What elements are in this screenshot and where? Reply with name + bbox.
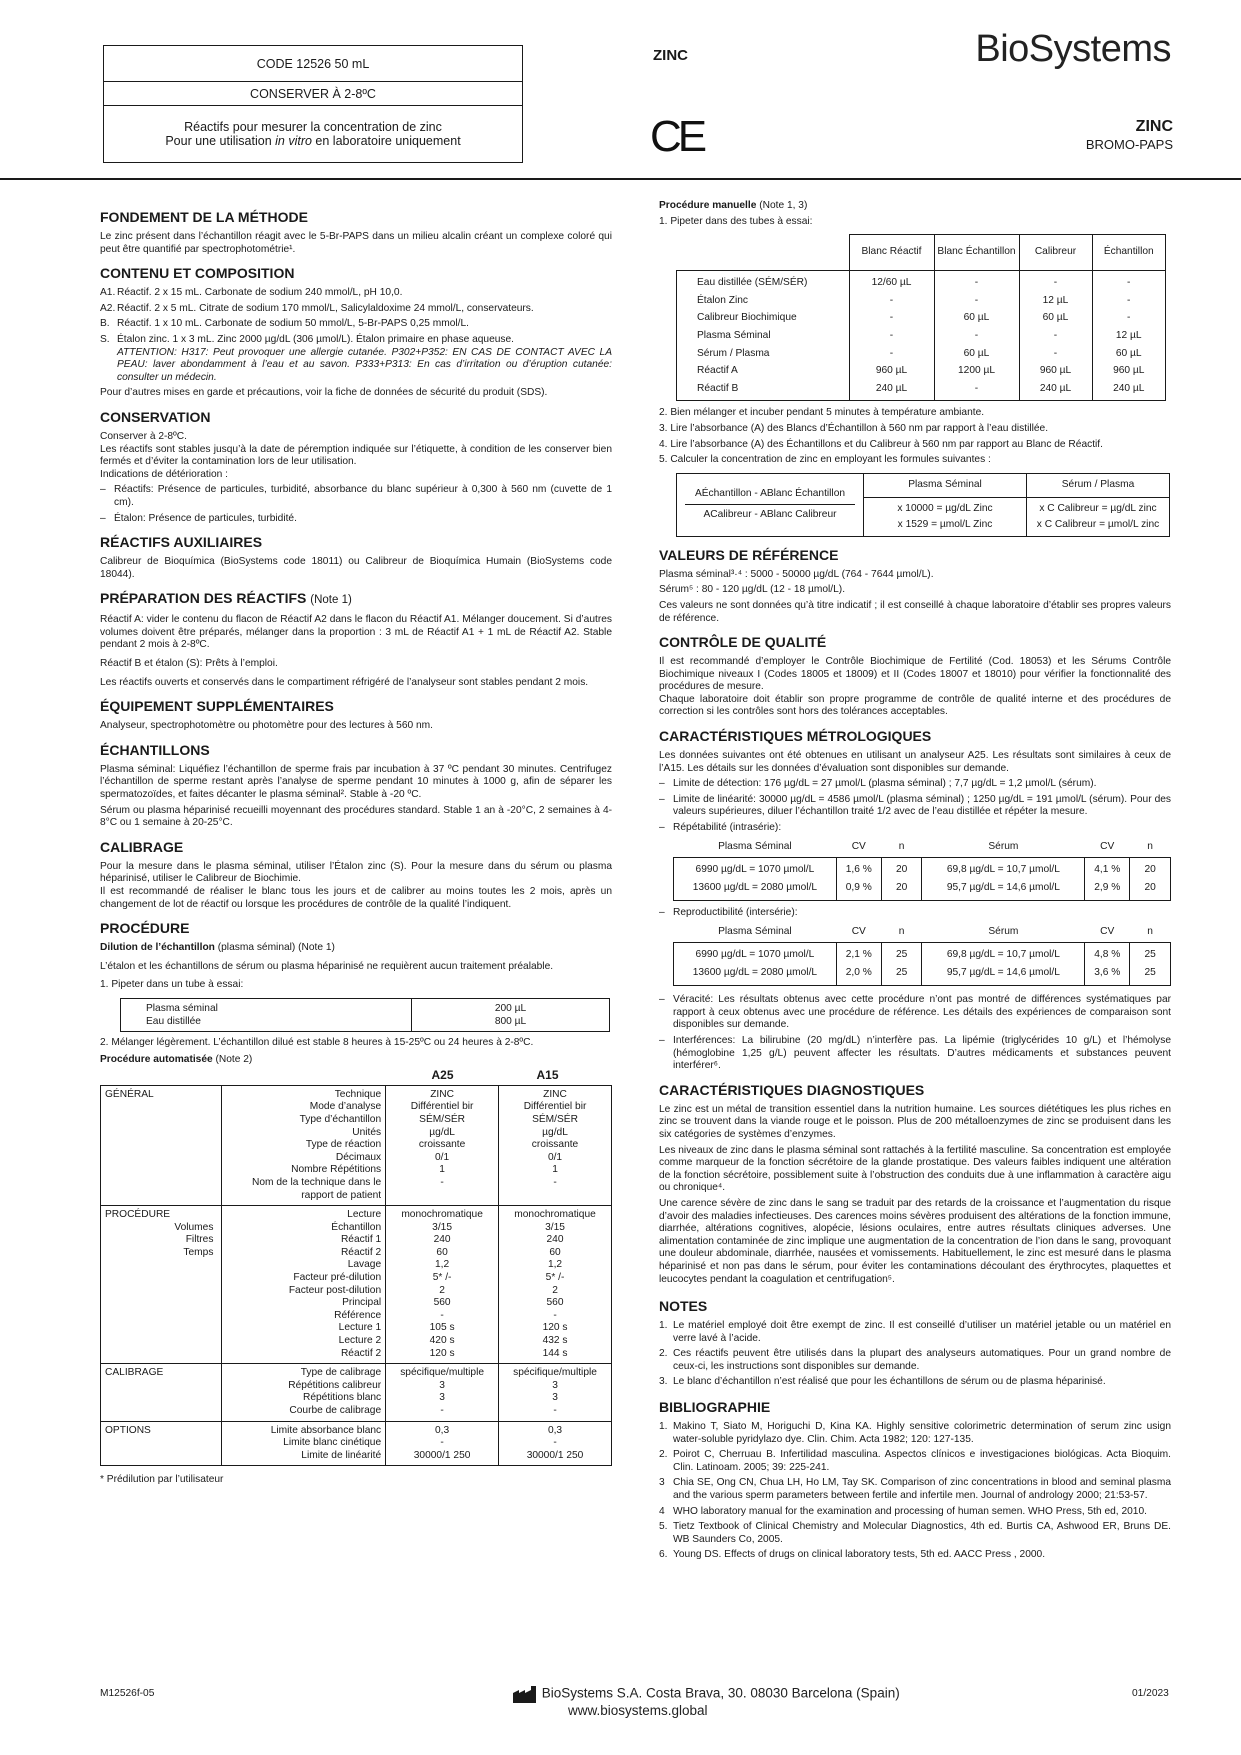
volume-value: 60 µL xyxy=(1115,347,1142,359)
precision-value: 4,8 % xyxy=(1094,949,1121,961)
a25-value: - xyxy=(440,1437,444,1449)
paragraph: Une carence sévère de zinc dans le sang se traduit par des retards de la croissance et l’augmentation du risque d’avoir des maladies infectieuses. Des carences moins sévères produisent des altérations de la fonction immune, diarrhée, altérations cognitives, alopécie, lésions oculaires, entre autres résultats cliniques adverses. Une alimentation contaminée de zinc implique une augmentation de la concentration de l’ion dans le sang, provoquant une douleur abdominale, diarrhée, nausées et vomissements. Habituellement, le zinc est mesuré dans le plasma héparinisé et non pas dans le sérum, pour éviter les contaminations découlant des érythrocytes, plaquettes et leucocytes pendant la coagulation et centrifugation⁵. xyxy=(659,1197,1171,1285)
list-item: A2. Réactif. 2 x 5 mL. Citrate de sodium 170 mmol/L, Salicylaldoxime 24 mmol/L, conservateurs. xyxy=(100,302,534,314)
group-label: CALIBRAGE xyxy=(105,1367,164,1379)
a25-value: 3/15 xyxy=(432,1221,452,1233)
table-row xyxy=(101,1206,612,1364)
paragraph: Ces valeurs ne sont données qu’à titre indicatif ; il est conseillé à chaque laboratoire d’établir ses propres valeurs de référence. xyxy=(659,599,1171,624)
a15-value: - xyxy=(553,1309,557,1321)
reproducibility-table xyxy=(673,923,1171,987)
column-header: n xyxy=(1147,926,1153,938)
parameter-cell xyxy=(222,1421,386,1466)
brand-logo: BioSystems xyxy=(975,28,1171,70)
list-item: 3 Chia SE, Ong CN, Chua LH, Ho LM, Tay SK. Comparison of zinc concentrations in blood and seminal plasma and the various sperm parameters between fertile and infertile men. Journal of andrology 2000; 21:53-57. xyxy=(659,1477,1171,1502)
list-item: A1. Réactif. 2 x 15 mL. Carbonate de sodium 240 mmol/L, pH 10,0. xyxy=(100,287,403,299)
value-cell xyxy=(836,943,881,986)
subsection-title: Procédure manuelle (Note 1, 3) xyxy=(659,200,808,211)
list-item: – Étalon: Présence de particules, turbidité. xyxy=(100,512,297,524)
volume-value: 1200 µL xyxy=(957,365,996,377)
a15-value: µg/dL xyxy=(542,1126,568,1138)
parameter-label: Lecture 1 xyxy=(338,1322,382,1334)
volume-value: 60 µL xyxy=(963,312,990,324)
section-title: CONTENU ET COMPOSITION xyxy=(100,265,295,282)
parameter-label: Limite de linéarité xyxy=(301,1449,382,1461)
precision-value: 1,6 % xyxy=(845,864,872,876)
reagent-name: Plasma Séminal xyxy=(697,329,771,341)
a25-value: 60 xyxy=(436,1246,448,1258)
a25-value: SÉM/SÉR xyxy=(419,1113,466,1125)
footnote: * Prédilution par l’utilisateur xyxy=(100,1474,224,1486)
a15-value: 30000/1 250 xyxy=(526,1449,584,1461)
a15-cell xyxy=(499,1085,612,1205)
parameter-label: Facteur post-dilution xyxy=(288,1284,382,1296)
volume-value: - xyxy=(889,347,894,359)
parameter-label: Limite absorbance blanc xyxy=(270,1424,382,1436)
step: 2. Mélanger légèrement. L’échantillon dilué est stable 8 heures à 15-25ºC ou 24 heures à 2-8ºC. xyxy=(100,1036,534,1048)
a25-cell xyxy=(386,1206,499,1364)
footer-company: BioSystems S.A. Costa Brava, 30. 08030 Barcelona (Spain) xyxy=(512,1684,900,1704)
step: 5. Calculer la concentration de zinc en employant les formules suivantes : xyxy=(659,454,991,466)
list-item: 1. Makino T, Siato M, Horiguchi D, Kina KA. Highly sensitive colorimetric determination of serum zinc usign water-soluble pyridylazo dye. Clin. Chim. Acta 1982; 120: 127-135. xyxy=(659,1421,1171,1445)
volume-value: 960 µL xyxy=(1039,365,1072,377)
parameter-label: Répétitions blanc xyxy=(302,1392,382,1404)
precision-value: 4,1 % xyxy=(1094,864,1121,876)
volume-value: - xyxy=(974,277,979,289)
a15-value: SÉM/SÉR xyxy=(532,1113,578,1125)
list-item: – Véracité: Les résultats obtenus avec cette procédure n’ont pas montré de différences systématiques par rapport à ceux obtenus avec une procédure de référence. Les détails des expériences de comparaison sont disponibles sur demande. xyxy=(659,994,1171,1031)
a25-value: monochromatique xyxy=(401,1209,483,1221)
list-item: – Répétabilité (intrasérie): xyxy=(659,822,782,834)
a15-value: 3 xyxy=(552,1392,558,1404)
parameter-label: Mode d’analyse xyxy=(309,1101,382,1113)
paragraph: Analyseur, spectrophotomètre ou photomètre pour des lectures à 560 nm. xyxy=(100,720,433,732)
reagent-name: Étalon Zinc xyxy=(697,294,748,306)
list-item: – Limite de détection: 176 µg/dL = 27 µmol/L (plasma séminal) ; 7,7 µg/dL = 1,2 µmol/L (sérum). xyxy=(659,778,1097,790)
volume-value: 240 µL xyxy=(875,382,908,394)
precision-value: 6990 µg/dL = 1070 µmol/L xyxy=(695,949,815,961)
a25-value: 105 s xyxy=(429,1322,455,1334)
volume-value: 960 µL xyxy=(1113,365,1145,377)
section-title: ÉQUIPEMENT SUPPLÉMENTAIRES xyxy=(100,698,334,715)
value-cell xyxy=(1130,943,1171,986)
paragraph: Le zinc est un métal de transition essentiel dans la nutrition humaine. Les sources diététiques les plus riches en zinc se trouvent dans la viande rouge et le poisson. Plus de 200 métalloenzymes de zinc se produisent dans les six catégories de systèmes d’enzymes. xyxy=(659,1103,1171,1140)
section-title: CONSERVATION xyxy=(100,408,211,425)
parameter-label: Type de réaction xyxy=(305,1139,382,1151)
group-cell xyxy=(101,1421,222,1466)
column-header: CV xyxy=(851,841,866,853)
subsection-title: Procédure automatisée (Note 2) xyxy=(100,1053,253,1065)
precision-value: 20 xyxy=(1144,882,1156,894)
paragraph: Plasma séminal: Liquéfiez l’échantillon de sperme frais par incubation à 37 ºC pendant 30 minutes. Centrifugez l’échantillon de sperme restant après l’analyse de sperme pendant 10 minutes à 1000 g, afin de séparer les spermatozoïdes, et faites décanter le plasma séminal². Stable à -20 ºC. xyxy=(100,763,612,801)
group-cell xyxy=(101,1364,222,1421)
value-cell xyxy=(881,943,922,986)
section-title: ÉCHANTILLONS xyxy=(100,741,210,758)
a15-value: monochromatique xyxy=(514,1209,596,1221)
a25-value: µg/dL xyxy=(429,1126,455,1138)
table-row xyxy=(674,943,1171,986)
paragraph: L’étalon et les échantillons de sérum ou plasma héparinisé ne requièrent aucun traitement préalable. xyxy=(100,960,554,972)
paragraph: Le zinc présent dans l’échantillon réagit avec le 5-Br-PAPS dans un milieu alcalin créant un complexe coloré qui peut être quantifié par spectrophotométrie¹. xyxy=(100,231,612,255)
paragraph: Sérum⁵ : 80 - 120 µg/dL (12 - 18 µmol/L). xyxy=(659,584,846,596)
header-info-box xyxy=(103,45,523,163)
paragraph: Indications de détérioration : xyxy=(100,468,228,480)
left-column xyxy=(100,200,612,1487)
a15-value: Différentiel bir xyxy=(523,1101,587,1113)
dilution-table: Plasma séminal Eau distillée 200 µL 800 µL xyxy=(120,998,610,1032)
formula-denominator: ACalibreur - ABlanc Calibreur xyxy=(703,509,837,521)
a15-cell xyxy=(499,1364,612,1421)
parameter-label: Réactif 2 xyxy=(340,1246,382,1258)
paragraph: Calibreur de Bioquímica (BioSystems code 18011) ou Calibreur de Bioquímica Humain (BioSystems code 18044). xyxy=(100,556,612,580)
volume-value: - xyxy=(1127,277,1131,289)
right-column xyxy=(659,200,1171,1565)
volume-value: - xyxy=(889,312,894,324)
a15-value: spécifique/multiple xyxy=(513,1367,597,1379)
a15-value: 1 xyxy=(552,1164,558,1176)
paragraph: Il est recommandé d’employer le Contrôle Biochimique de Fertilité (Cod. 18053) et les Sérums Contrôle Biochimique niveaux I (Codes 18005 et 18009) et II (Codes 18007 et 18010) pour vérifier la fonctionnalité des procédures de mesure. xyxy=(659,656,1171,693)
a25-value: ZINC xyxy=(430,1088,454,1100)
subgroup-label: Temps xyxy=(183,1246,214,1258)
reagent-name: Calibreur Biochimique xyxy=(697,312,797,324)
subgroup-label: Filtres xyxy=(185,1234,214,1246)
volume-value: 240 µL xyxy=(1113,382,1145,394)
volume-value: - xyxy=(1053,277,1058,289)
automated-procedure-table xyxy=(100,1085,612,1467)
column-header: Plasma Séminal xyxy=(718,841,792,853)
list-item: – Réactifs: Présence de particules, turbidité, absorbance du blanc supérieur à 0,300 à 560 nm (cuvette de 1 cm). xyxy=(100,484,612,508)
volume-value: - xyxy=(1127,312,1131,324)
storage-condition: CONSERVER À 2-8ºC xyxy=(104,82,522,106)
list-item: 3. Le blanc d’échantillon n’est réalisé que pour les échantillons de sérum ou de plasma héparinisé. xyxy=(659,1376,1106,1388)
list-item: 6. Young DS. Effects of drugs on clinical laboratory tests, 5th ed. AACC Press , 2000. xyxy=(659,1549,1046,1561)
a15-value: 1,2 xyxy=(547,1259,563,1271)
parameter-cell xyxy=(222,1364,386,1421)
a15-value: 432 s xyxy=(542,1335,568,1347)
a25-cell xyxy=(386,1364,499,1421)
section-title: CARACTÉRISTIQUES DIAGNOSTIQUES xyxy=(659,1081,925,1098)
section-title: NOTES xyxy=(659,1298,708,1315)
list-item: 2. Poirot C, Cherruau B. Infertilidad masculina. Aspectos clínicos e investigaciones biológicas. Acta Bioquim. Clin. Latinoam. 2005; 39: 225-241. xyxy=(659,1449,1171,1473)
repeatability-table xyxy=(673,838,1171,902)
column-header: CV xyxy=(1100,926,1115,938)
section-title: PROCÉDURE xyxy=(100,920,190,937)
paragraph: Pour la mesure dans le plasma séminal, utiliser l’Étalon zinc (S). Pour la mesure dans du sérum ou plasma héparinisé, utiliser le Calibreur de Biochimie. xyxy=(100,860,612,885)
precision-value: 25 xyxy=(895,967,908,979)
precision-value: 69,8 µg/dL = 10,7 µmol/L xyxy=(946,949,1060,961)
a15-value: ZINC xyxy=(543,1088,567,1100)
group-cell xyxy=(101,1206,222,1364)
header-divider xyxy=(0,178,1241,180)
volume-value: 12 µL xyxy=(1115,329,1142,341)
volume-value: 240 µL xyxy=(1039,382,1072,394)
list-item: – Interférences: La bilirubine (20 mg/dL) n’interfère pas. La lipémie (triglycérides 10 g/L) et l’hémolyse (hémoglobine 1,25 g/L) peuvent affecter les résultats. D’autres médicaments et substances peuvent interférer⁶. xyxy=(659,1035,1171,1072)
volume-value: - xyxy=(974,329,979,341)
section-title: FONDEMENT DE LA MÉTHODE xyxy=(100,209,308,225)
section-title: BIBLIOGRAPHIE xyxy=(659,1399,771,1416)
step: 1. Pipeter dans un tube à essai: xyxy=(100,979,244,991)
group-label: PROCÉDURE xyxy=(105,1209,171,1221)
column-header: Sérum xyxy=(988,841,1019,853)
parameter-label: Échantillon xyxy=(331,1221,382,1233)
value-cell xyxy=(674,943,837,986)
precision-value: 25 xyxy=(1144,967,1156,979)
table-row xyxy=(674,858,1171,901)
product-name: ZINC xyxy=(653,47,688,64)
parameter-label: Référence xyxy=(334,1309,382,1321)
parameter-label: Type de calibrage xyxy=(300,1367,382,1379)
product-title: ZINC xyxy=(1135,118,1173,135)
table-header-row xyxy=(674,838,1171,858)
a25-value: 30000/1 250 xyxy=(413,1449,471,1461)
paragraph: Les niveaux de zinc dans le plasma séminal sont rattachés à la fertilité masculine. Sa concentration est employée comme marqueur de la fonction sécrétoire de la glande prostatique. Des valeurs faibles indiquent une altération de la fonction sécrétoire, possiblement suite à l’obstruction des conduits due à une inflammation à caractère aigu ou chronique⁴. xyxy=(659,1144,1171,1194)
a15-value: 0,3 xyxy=(547,1424,563,1436)
a25-value: - xyxy=(440,1405,444,1416)
list-item: – Limite de linéarité: 30000 µg/dL = 4586 µmol/L (plasma séminal) ; 1250 µg/dL = 191 µmol/L (sérum). Pour des valeurs supérieures, diluer l’échantillon traité 1/2 avec de l’eau distillée et répéter la mesure. xyxy=(659,793,1171,818)
step: 3. Lire l’absorbance (A) des Blancs d’Échantillon à 560 nm par rapport à l’eau distillée. xyxy=(659,422,1049,434)
precision-value: 20 xyxy=(895,864,908,876)
parameter-cell xyxy=(222,1206,386,1364)
product-code: CODE 12526 50 mL xyxy=(104,46,522,82)
value-cell xyxy=(1130,858,1171,901)
ce-mark: CE xyxy=(650,112,704,161)
precision-value: 6990 µg/dL = 1070 µmol/L xyxy=(695,864,815,876)
section-title: PRÉPARATION DES RÉACTIFS (Note 1) xyxy=(100,590,352,607)
group-label: OPTIONS xyxy=(105,1424,151,1436)
volume-value: 12/60 µL xyxy=(871,277,912,289)
group-label: GÉNÉRAL xyxy=(105,1088,154,1100)
paragraph: Conserver à 2-8ºC. xyxy=(100,430,187,442)
parameter-label: Nom de la technique dans le xyxy=(252,1176,382,1188)
method-name: BROMO-PAPS xyxy=(1085,137,1173,152)
a15-value: - xyxy=(553,1437,557,1449)
a15-value: 3 xyxy=(552,1379,558,1391)
table-header-row xyxy=(674,923,1171,943)
table-row xyxy=(101,1421,612,1466)
a15-value: 560 xyxy=(546,1297,564,1309)
subgroup-label: Volumes xyxy=(174,1221,214,1233)
volume-value: 12 µL xyxy=(1042,294,1069,306)
parameter-label: rapport de patient xyxy=(301,1189,382,1201)
value-cell xyxy=(1085,943,1130,986)
parameter-label: Décimaux xyxy=(335,1151,382,1163)
step: 4. Lire l’absorbance (A) des Échantillons et du Calibreur à 560 nm par rapport au Blanc de Réactif. xyxy=(659,438,1103,450)
a25-value: 420 s xyxy=(429,1335,455,1347)
parameter-label: Lecture xyxy=(347,1209,382,1221)
value-cell xyxy=(922,858,1085,901)
section-title: CARACTÉRISTIQUES MÉTROLOGIQUES xyxy=(659,728,932,745)
a25-value: 0,3 xyxy=(435,1424,450,1436)
step: 1. Pipeter dans des tubes à essai: xyxy=(659,215,813,227)
table-row xyxy=(101,1085,612,1205)
a25-value: 3 xyxy=(439,1392,445,1404)
parameter-label: Courbe de calibrage xyxy=(289,1405,382,1416)
a25-value: - xyxy=(440,1309,444,1321)
a15-value: croissante xyxy=(531,1139,579,1151)
parameter-label: Type d’échantillon xyxy=(299,1113,382,1125)
a15-value: 2 xyxy=(552,1284,558,1296)
list-item: 4 WHO laboratory manual for the examination and processing of human semen. WHO Press, 5th ed, 2010. xyxy=(659,1505,1147,1517)
formula-table: AÉchantillon - ABlanc Échantillon ACalibreur - ABlanc Calibreur Plasma Séminal Sérum / Plasma x 10000 = µg/dL Zinc x 1529 = µmol/L Zinc x C Calibreur = µg/dL zinc x C Calibreur = µmol/L zinc xyxy=(676,473,1170,537)
a25-cell xyxy=(386,1085,499,1205)
a25-value: - xyxy=(440,1176,444,1188)
section-title: CONTRÔLE DE QUALITÉ xyxy=(659,634,827,651)
a25-value: 1 xyxy=(439,1164,445,1176)
column-header: Sérum xyxy=(988,926,1019,938)
product-purpose: Réactifs pour mesurer la concentration de zinc Pour une utilisation in vitro en laboratoire uniquement xyxy=(165,120,461,148)
precision-value: 20 xyxy=(895,882,908,894)
precision-value: 2,1 % xyxy=(845,949,872,961)
a25-value: 0/1 xyxy=(435,1151,450,1163)
reagent-name: Réactif A xyxy=(697,365,738,377)
column-header: n xyxy=(898,926,905,938)
paragraph: Pour d’autres mises en garde et précautions, voir la fiche de données de sécurité du produit (SDS). xyxy=(100,387,548,399)
a25-value: 3 xyxy=(439,1379,445,1391)
precision-value: 13600 µg/dL = 2080 µmol/L xyxy=(692,882,818,894)
volume-value: 60 µL xyxy=(963,347,990,359)
list-item: B. Réactif. 1 x 10 mL. Carbonate de sodium 50 mmol/L, 5-Br-PAPS 0,25 mmol/L. xyxy=(100,318,470,330)
volume-value: - xyxy=(1127,294,1131,306)
a15-value: - xyxy=(553,1176,557,1188)
precision-value: 95,7 µg/dL = 14,6 µmol/L xyxy=(946,967,1060,979)
a15-cell xyxy=(499,1206,612,1364)
group-cell xyxy=(101,1085,222,1205)
list-item: S. Étalon zinc. 1 x 3 mL. Zinc 2000 µg/dL (306 µmol/L). Étalon primaire en phase aqueuse. xyxy=(100,333,515,345)
table-row xyxy=(101,1364,612,1421)
list-item: 1. Le matériel employé doit être exempt de zinc. Il est conseillé d’utiliser un matériel jetable ou un matériel en verre lavé à l’acide. xyxy=(659,1320,1171,1344)
volume-value: 60 µL xyxy=(1042,312,1069,324)
a25-value: 5* /- xyxy=(432,1272,452,1284)
a25-value: 1,2 xyxy=(435,1259,450,1271)
column-header: CV xyxy=(851,926,866,938)
a15-value: 144 s xyxy=(542,1347,568,1359)
precision-value: 25 xyxy=(1144,949,1156,961)
factory-icon xyxy=(512,1684,538,1704)
a25-value: spécifique/multiple xyxy=(400,1367,484,1379)
a15-value: 5* /- xyxy=(545,1272,565,1284)
parameter-label: Réactif 2 xyxy=(340,1347,382,1359)
parameter-label: Répétitions calibreur xyxy=(288,1379,382,1391)
paragraph: Les réactifs ouverts et conservés dans le compartiment réfrigéré de l’analyseur sont stables pendant 2 mois. xyxy=(100,676,589,688)
a25-value: 560 xyxy=(433,1297,451,1309)
reagent-name: Réactif B xyxy=(697,382,739,394)
precision-value: 0,9 % xyxy=(845,882,872,894)
parameter-label: Technique xyxy=(334,1088,382,1100)
parameter-label: Lecture 2 xyxy=(338,1335,382,1347)
precision-value: 13600 µg/dL = 2080 µmol/L xyxy=(692,967,818,979)
value-cell xyxy=(1085,858,1130,901)
analyzer-headers: A25 A15 xyxy=(431,1068,559,1083)
paragraph: Les réactifs sont stables jusqu’à la date de péremption indiquée sur l’étiquette, à condition de les conserver bien fermés et d’éviter la contamination lors de leur utilisation. xyxy=(100,443,612,468)
footer-website[interactable]: www.biosystems.global xyxy=(568,1703,708,1718)
volume-value: 960 µL xyxy=(875,365,908,377)
a25-value xyxy=(390,1190,494,1203)
paragraph: Plasma séminal³·⁴ : 5000 - 50000 µg/dL (764 - 7644 µmol/L). xyxy=(659,568,934,580)
volume-value: - xyxy=(974,294,979,306)
paragraph: Réactif A: vider le contenu du flacon de Réactif A2 dans le flacon du Réactif A1. Mélanger doucement. Si d’autres volumes doivent être préparés, mélanger dans la proportion : 3 mL de Réactif A1 + 1 mL de Réactif A2. Stable pendant 2 mois à 2-8ºC. xyxy=(100,614,612,651)
precision-value: 2,9 % xyxy=(1094,882,1121,894)
hazard-statement: ATTENTION: H317: Peut provoquer une allergie cutanée. P302+P352: EN CAS DE CONTACT AVEC LA PEAU: laver abondamment à l’eau et au savon. P333+P313: En cas d’irritation ou d’éruption cutanée: consulter un médecin. xyxy=(117,346,612,383)
column-header: Plasma Séminal xyxy=(718,926,792,938)
a15-value: 120 s xyxy=(542,1322,568,1334)
precision-value: 95,7 µg/dL = 14,6 µmol/L xyxy=(946,882,1060,894)
manual-procedure-table: Blanc Réactif Blanc Échantillon Calibreur Échantillon Eau distillée (SÉM/SÉR) Étalon Zinc Calibreur Biochimique Plasma Séminal Sérum / Plasma Réactif A Réactif B 12/60 µL - - - - 960 µL 240 µL - - 60 µL - 60 µL 1200 µL - - 12 µL 60 µL - - 960 µL 240 µL - - - 12 µL 60 µL 960 µL 240 µL xyxy=(676,234,1166,401)
precision-value: 69,8 µg/dL = 10,7 µmol/L xyxy=(946,864,1060,876)
a15-value: 240 xyxy=(546,1234,564,1246)
value-cell xyxy=(881,858,922,901)
value-cell xyxy=(674,858,837,901)
a25-value: 120 s xyxy=(429,1347,455,1359)
list-item: 2. Ces réactifs peuvent être utilisés dans la plupart des analyseurs automatiques. Pour un grand nombre de ceux-ci, les instructions sont disponibles sur demande. xyxy=(659,1348,1171,1372)
volume-value: - xyxy=(974,382,979,394)
a25-value: Différentiel bir xyxy=(410,1101,474,1113)
paragraph: Réactif B et étalon (S): Prêts à l’emploi. xyxy=(100,658,278,670)
column-header: n xyxy=(1147,841,1153,853)
volume-value: - xyxy=(1053,329,1058,341)
a25-value: 240 xyxy=(433,1234,451,1246)
parameter-label: Lavage xyxy=(347,1259,382,1271)
subsection-title: Dilution de l’échantillon (plasma séminal) (Note 1) xyxy=(100,942,335,954)
volume-value: - xyxy=(889,329,894,341)
precision-value: 3,6 % xyxy=(1094,967,1121,979)
a25-cell xyxy=(386,1421,499,1466)
parameter-label: Unités xyxy=(352,1126,382,1138)
reagent-name: Eau distillée (SÉM/SÉR) xyxy=(697,277,808,289)
a15-value: - xyxy=(553,1405,557,1416)
parameter-label: Principal xyxy=(342,1297,382,1309)
paragraph: Les données suivantes ont été obtenues en utilisant un analyseur A25. Les résultats sont similaires à ceux de l’A15. Les détails sur les données d’évaluation sont disponibles sur demande. xyxy=(659,750,1171,774)
volume-value: - xyxy=(1053,347,1058,359)
a25-value: 2 xyxy=(439,1284,445,1296)
a15-cell xyxy=(499,1421,612,1466)
reagent-name: Sérum / Plasma xyxy=(697,347,770,359)
parameter-label: Limite blanc cinétique xyxy=(283,1437,382,1449)
list-item: – Reproductibilité (intersérie): xyxy=(659,907,798,919)
precision-value: 20 xyxy=(1144,864,1156,876)
paragraph: Chaque laboratoire doit établir son propre programme de contrôle de qualité interne et des procédures de correction si les contrôles sont hors des tolérances acceptables. xyxy=(659,693,1171,718)
paragraph: Il est recommandé de réaliser le blanc tous les jours et de calibrer au moins toutes les 2 mois, après un changement de lot de réactif ou lorsque les procédures de contrôle de la qualité l’indiquent. xyxy=(100,886,612,910)
section-title: RÉACTIFS AUXILIAIRES xyxy=(100,534,263,551)
a15-value: 0/1 xyxy=(547,1151,563,1163)
column-header: CV xyxy=(1100,841,1115,853)
volume-value: - xyxy=(889,294,894,306)
step: 2. Bien mélanger et incuber pendant 5 minutes à température ambiante. xyxy=(659,407,985,419)
parameter-label: Nombre Répétitions xyxy=(291,1164,382,1176)
a15-value: 3/15 xyxy=(545,1221,565,1233)
a25-value: croissante xyxy=(418,1139,466,1151)
paragraph: Sérum ou plasma héparinisé recueilli moyennant des procédures standard. Stable 1 an à -20°C, 2 semaines à 4-8°C ou 1 semaine à 20-25°C. xyxy=(100,804,612,829)
precision-value: 2,0 % xyxy=(845,967,872,979)
parameter-label: Facteur pré-dilution xyxy=(293,1272,382,1284)
a15-value xyxy=(503,1190,607,1203)
value-cell xyxy=(836,858,881,901)
document-date: 01/2023 xyxy=(1132,1688,1169,1699)
section-title: CALIBRAGE xyxy=(100,838,184,855)
a15-value: 60 xyxy=(549,1246,561,1258)
column-header: n xyxy=(898,841,905,853)
list-item: 5. Tietz Textbook of Clinical Chemistry and Molecular Diagnostics, 4th ed. Burtis CA, Ashwood ER, Bruns DE. WB Saunders Co, 2005. xyxy=(659,1521,1171,1545)
precision-value: 25 xyxy=(895,949,908,961)
section-title: VALEURS DE RÉFÉRENCE xyxy=(659,546,839,563)
formula-numerator: AÉchantillon - ABlanc Échantillon xyxy=(685,488,855,506)
document-reference: M12526f-05 xyxy=(100,1688,155,1699)
parameter-label: Réactif 1 xyxy=(340,1234,382,1246)
parameter-cell xyxy=(222,1085,386,1205)
value-cell xyxy=(922,943,1085,986)
